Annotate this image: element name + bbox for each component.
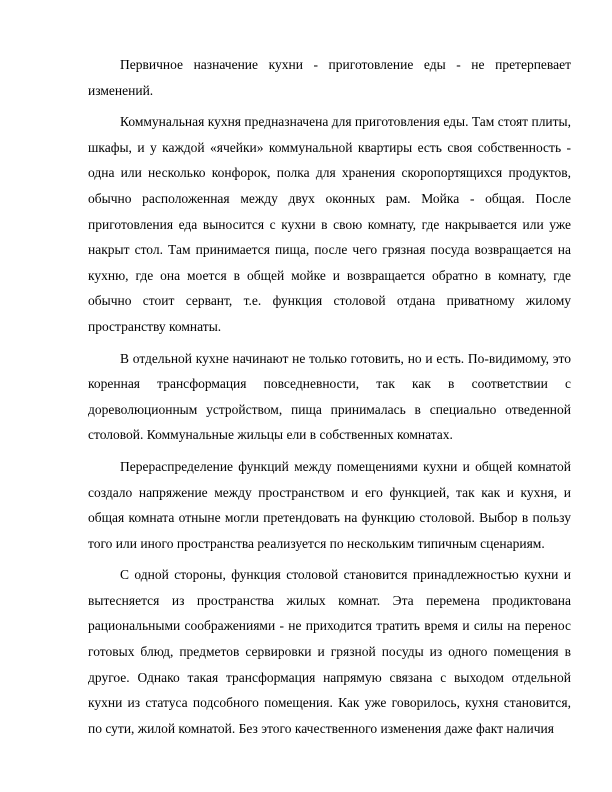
paragraph-2: Коммунальная кухня предназначена для приготовления еды. Там стоят плиты, шкафы, и у каждой «ячейки» коммунальной квартиры есть своя собственность - одна или несколько конфорок, полка для хранения скоропортящихся продуктов, обычно расположенная между двух оконных рам. Мойка - общая. После приготовления еда выносится с кухни в свою комнату, где накрывается или уже накрыт стол. Там принимается пища, после чего грязная посуда возвращается на кухню, где она моется в общей мойке и возвращается обратно в комнату, где обычно стоит сервант, т.е. функция столовой отдана приватному жилому пространству комнаты. xyxy=(88,114,571,334)
paragraph-4: Перераспределение функций между помещениями кухни и общей комнатой создало напряжение между пространством и его функцией, так как и кухня, и общая комната отныне могли претендовать на функцию столовой. Выбор в пользу того или иного пространства реализуется по нескольким типичным сценариям. xyxy=(88,458,571,551)
document-body xyxy=(88,52,571,741)
paragraph-5: С одной стороны, функция столовой становится принадлежностью кухни и вытесняется из пространства жилых комнат. Эта перемена продиктована рациональными соображениями - не приходится тратить время и силы на перенос готовых блюд, предметов сервировки и грязной посуды из одного помещения в другое. Однако такая трансформация напрямую связана с выходом отдельной кухни из статуса подсобного помещения. Как уже говорилось, кухня становится, по сути, жилой комнатой. Без этого качественного изменения даже факт наличия xyxy=(88,567,571,736)
paragraph-3: В отдельной кухне начинают не только готовить, но и есть. По-видимому, это коренная трансформация повседневности, так как в соответствии с дореволюционным устройством, пища принималась в специально отведенной столовой. Коммунальные жильцы ели в собственных комнатах. xyxy=(88,350,571,443)
paragraph-1: Первичное назначение кухни - приготовление еды - не претерпевает изменений. xyxy=(88,57,571,98)
